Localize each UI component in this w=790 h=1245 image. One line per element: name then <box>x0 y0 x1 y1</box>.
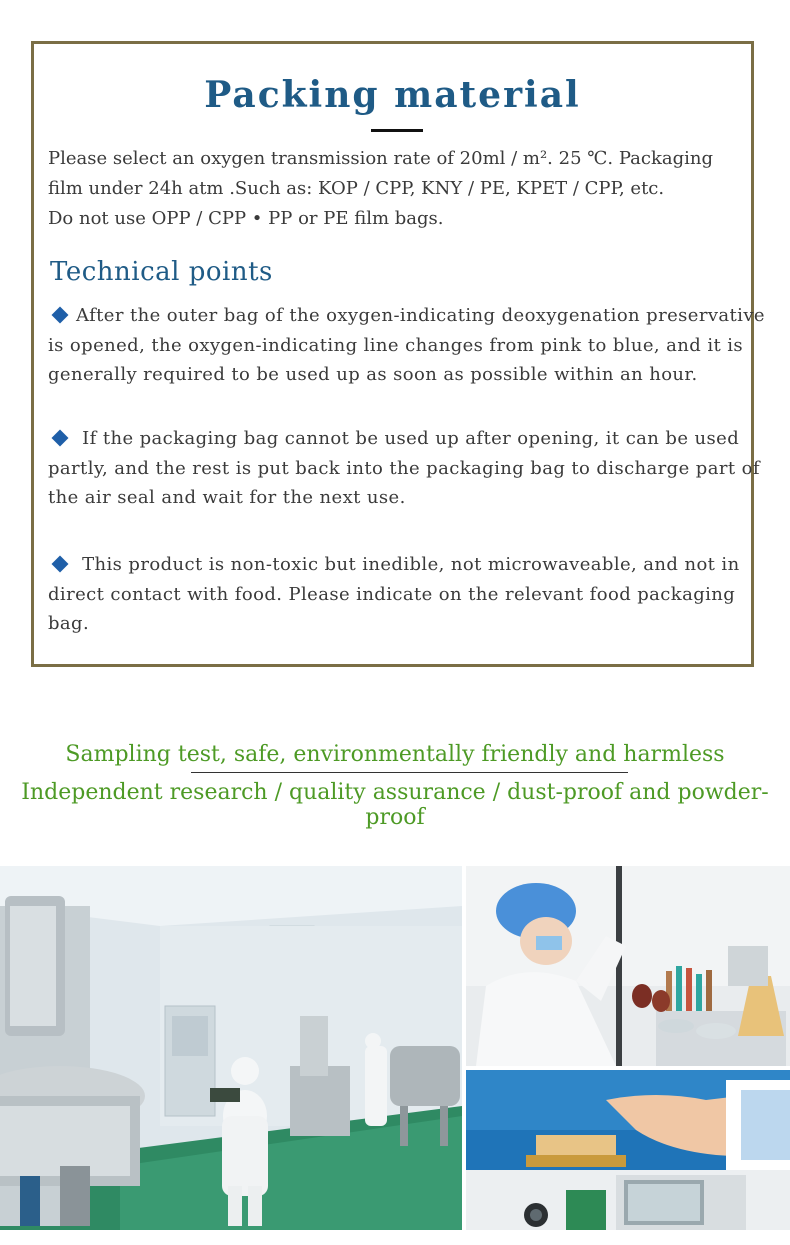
intro-line: Please select an oxygen transmission rate of 20ml / m². 25 ℃. Packaging <box>48 148 713 169</box>
intro-line: film under 24h atm .Such as: KOP / CPP, KNY / PE, KPET / CPP, etc. <box>48 178 665 199</box>
tagline-sampling: Sampling test, safe, environmentally friendly and harmless <box>65 742 725 767</box>
diamond-bullet-icon <box>52 556 69 573</box>
packing-material-title: Packing material <box>204 74 581 116</box>
title-underline <box>371 129 423 132</box>
diamond-bullet-icon <box>52 430 69 447</box>
point-line: direct contact with food. Please indicate on the relevant food packaging <box>48 583 736 605</box>
technical-point-1 <box>48 301 765 390</box>
point-line: generally required to be used up as soon as possible within an hour. <box>48 364 698 385</box>
tagline-research: Independent research / quality assurance / dust-proof and powder-proof <box>21 780 769 830</box>
tagline-underline <box>191 772 628 773</box>
point-line: bag. <box>48 613 90 634</box>
point-line: is opened, the oxygen-indicating line changes from pink to blue, and it is <box>48 334 744 356</box>
technical-points-heading: Technical points <box>50 257 273 287</box>
intro-line: Do not use OPP / CPP • PP or PE film bags. <box>48 208 444 229</box>
point-line: This product is non-toxic but inedible, not microwaveable, and not in <box>76 554 740 575</box>
instrument-testing-photo <box>466 1070 790 1230</box>
point-line: the air seal and wait for the next use. <box>48 487 406 508</box>
technical-point-3 <box>48 550 748 639</box>
laboratory-testing-photo <box>466 866 790 1066</box>
packing-intro <box>48 144 748 234</box>
point-line: If the packaging bag cannot be used up after opening, it can be used <box>76 428 740 449</box>
point-line: After the outer bag of the oxygen-indicating deoxygenation preservative <box>76 305 765 326</box>
point-line: partly, and the rest is put back into the packaging bag to discharge part of <box>48 457 760 479</box>
diamond-bullet-icon <box>52 307 69 324</box>
packing-material-panel <box>31 41 765 667</box>
technical-point-2 <box>48 424 760 513</box>
cleanroom-production-photo <box>0 866 462 1230</box>
